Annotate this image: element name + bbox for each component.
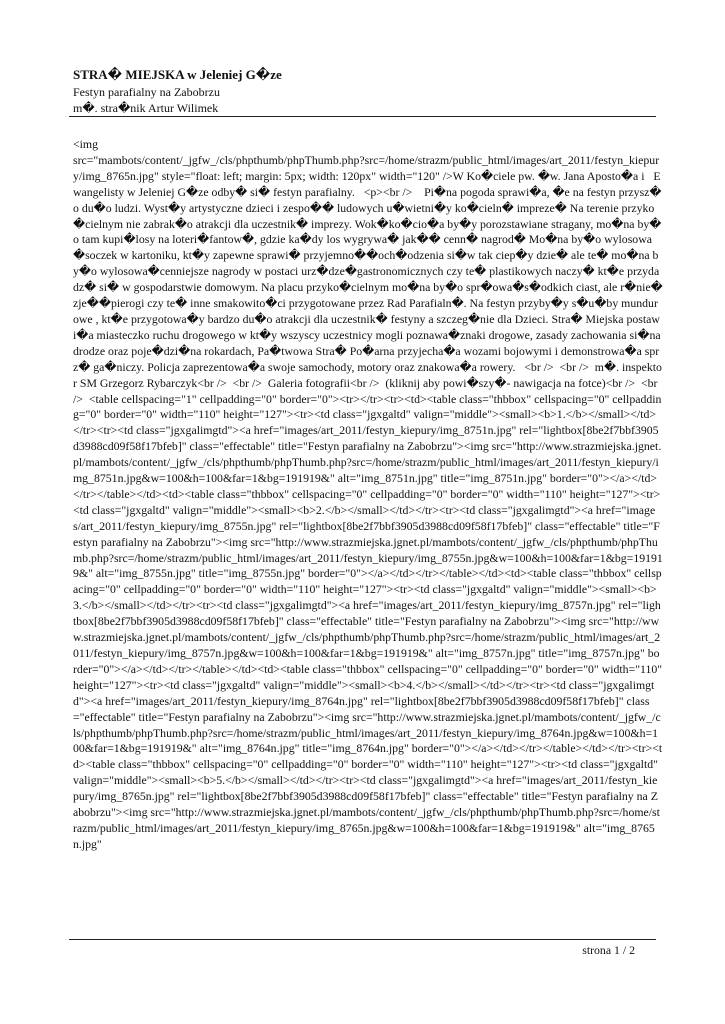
header-divider	[69, 116, 656, 117]
page-number: strona 1 / 2	[582, 943, 635, 957]
article-body: <img src="mambots/content/_jgfw_/cls/phpthumb/phpThumb.php?src=/home/strazm/public_html/images/art_2011/festyn_kiepury/img_8765n.jpg" style="float: left; margin: 5px; width: 120px" width="120" />W Ko�ciele pw. �w. Jana Aposto�a i Ewangelisty w Jeleniej G�ze odby� si� festyn parafialny. <p><br /> Pi�na pogoda sprawi�a, �e na festyn przysz�o du�o ludzi. Wyst�y artystyczne dzieci i zespo�� ludowych u�wietni�y ko�cieln� impreze� Na terenie przyko�cielnym nie zabrak�o atrakcji dla uczestnik� imprezy. Wok�ko�cio�a by�y porozstawiane stragany, mo�na by�o tam kupi�losy na loteri�fantow�, gdzie ka�dy los wygrywa� jak�� cenn� nagrod� Mo�na by�o wylosowa�soczek w kartoniku, kt�y zapewne sprawi� przyjemno��och�odzenia si�w tak ciep�y dzie� ale te� mo�na by�o wylosowa�cenniejsze nagrody w postaci urz�dze�gastronomicznych czy te� plastikowych naczy� kt�e przydadz� si� w gospodarstwie domowym. Na placu przyko�cielnym mo�na by�o spr�owa�s�odkich ciast, ale r�nie� zje��pierogi czy te� inne smakowito�ci przygotowane przez Rad Parafialn�. Na festyn przyby�y s�u�by mundurowe , kt�e przygotowa�y bardzo du�o atrakcji dla uczestnik� festyny a szczeg�nie dla Dzieci. Stra� Miejska postawi�a miasteczko ruchu drogowego w kt�y wszyscy uczestnicy mogli poznawa�znaki drogowe, zasady zachowania si�na drodze oraz poje�dzi�na rokardach, Pa�twowa Stra� Po�arna przyjecha�a wozami bojowymi i demonstrowa�a sprz� ga�niczy. Policja zaprezentowa�a swoje samochody, motory oraz znakowa�a rowery. <br /> <br /> m�. inspektor SM Grzegorz Rybarczyk<br /> <br /> Galeria fotografii<br /> (kliknij aby powi�szy�- nawigacja na fotce)<br /> <br /> <table cellspacing="1" cellpadding="0" border="0"><tr></tr><tr><td><table class="thbbox" cellspacing="0" cellpadding="0" border="0" width="110" height="127"><tr><td class="jgxgaltd" valign="middle"><small><b>1.</b></small></td></tr><tr><td class="jgxgalimgtd"><a href="images/art_2011/festyn_kiepury/img_8751n.jpg" rel="lightbox[8be2f7bbf3905d3988cd09f58f17bfeb]" class="effectable" title="Festyn parafialny na Zabobrzu"><img src="http://www.strazmiejska.jgnet.pl/mambots/content/_jgfw_/cls/phpthumb/phpThumb.php?src=/home/strazm/public_html/images/art_2011/festyn_kiepury/img_8751n.jpg&w=100&h=100&far=1&bg=191919&" alt="img_8751n.jpg" title="img_8751n.jpg" border="0"></a></td></tr></table></td><td><table class="thbbox" cellspacing="0" cellpadding="0" border="0" width="110" height="127"><tr><td class="jgxgaltd" valign="middle"><small><b>2.</b></small></td></tr><tr><td class="jgxgalimgtd"><a href="images/art_2011/festyn_kiepury/img_8755n.jpg" rel="lightbox[8be2f7bbf3905d3988cd09f58f17bfeb]" class="effectable" title="Festyn parafialny na Zabobrzu"><img src="http://www.strazmiejska.jgnet.pl/mambots/content/_jgfw_/cls/phpthumb/phpThumb.php?src=/home/strazm/public_html/images/art_2011/festyn_kiepury/img_8755n.jpg&w=100&h=100&far=1&bg=191919&" alt="img_8755n.jpg" title="img_8755n.jpg" border="0"></a></td></tr></table></td><td><table class="thbbox" cellspacing="0" cellpadding="0" border="0" width="110" height="127"><tr><td class="jgxgaltd" valign="middle"><small><b>3.</b></small></td></tr><tr><td class="jgxgalimgtd"><a href="images/art_2011/festyn_kiepury/img_8757n.jpg" rel="lightbox[8be2f7bbf3905d3988cd09f58f17bfeb]" class="effectable" title="Festyn parafialny na Zabobrzu"><img src="http://www.strazmiejska.jgnet.pl/mambots/content/_jgfw_/cls/phpthumb/phpThumb.php?src=/home/strazm/public_html/images/art_2011/festyn_kiepury/img_8757n.jpg&w=100&h=100&far=1&bg=191919&" alt="img_8757n.jpg" title="img_8757n.jpg" border="0"></a></td></tr></table></td><td><table class="thbbox" cellspacing="0" cellpadding="0" border="0" width="110" height="127"><tr><td class="jgxgaltd" valign="middle"><small><b>4.</b></small></td></tr><tr><td class="jgxgalimgtd"><a href="images/art_2011/festyn_kiepury/img_8764n.jpg" rel="lightbox[8be2f7bbf3905d3988cd09f58f17bfeb]" class="effectable" title="Festyn parafialny na Zabobrzu"><img src="http://www.strazmiejska.jgnet.pl/mambots/content/_jgfw_/cls/phpthumb/phpThumb.php?src=/home/strazm/public_html/images/art_2011/festyn_kiepury/img_8764n.jpg&w=100&h=100&far=1&bg=191919&" alt="img_8764n.jpg" title="img_8764n.jpg" border="0"></a></td></tr></table></td></tr><tr><td><table class="thbbox" cellspacing="0" cellpadding="0" border="0" width="110" height="127"><tr><td class="jgxgaltd" valign="middle"><small><b>5.</b></small></td></tr><tr><td class="jgxgalimgtd"><a href="images/art_2011/festyn_kiepury/img_8765n.jpg" rel="lightbox[8be2f7bbf3905d3988cd09f58f17bfeb]" class="effectable" title="Festyn parafialny na Zabobrzu"><img src="http://www.strazmiejska.jgnet.pl/mambots/content/_jgfw_/cls/phpthumb/phpThumb.php?src=/home/strazm/public_html/images/art_2011/festyn_kiepury/img_8765n.jpg&w=100&h=100&far=1&bg=191919&" alt="img_8765n.jpg"	[73, 137, 663, 851]
article-author: m�. stra�nik Artur Wilimek	[73, 101, 219, 115]
site-title: STRA� MIEJSKA w Jeleniej G�ze	[73, 67, 282, 82]
article-title: Festyn parafialny na Zabobrzu	[73, 85, 220, 99]
document-header	[73, 66, 673, 116]
footer-divider	[69, 939, 656, 940]
